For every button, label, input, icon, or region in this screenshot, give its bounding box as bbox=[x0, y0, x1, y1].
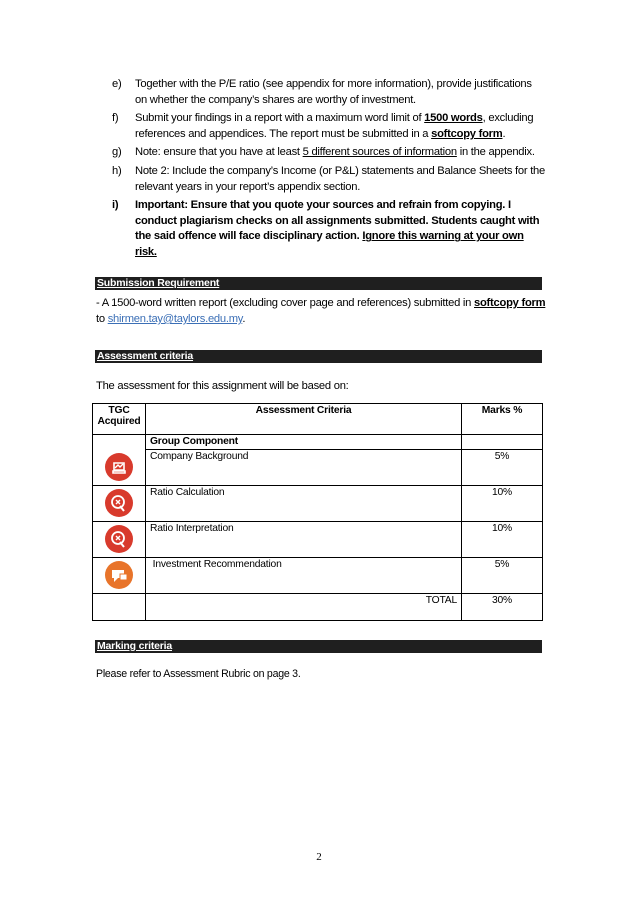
list-item bbox=[96, 111, 546, 142]
list-item bbox=[96, 164, 546, 195]
table-row bbox=[93, 450, 543, 486]
list-text: Note: ensure that you have at least bbox=[135, 146, 303, 159]
sources-emphasis: 5 different sources of information bbox=[302, 146, 457, 159]
marking-heading-bar bbox=[95, 640, 542, 653]
submission-text bbox=[96, 295, 546, 327]
marking-heading: Marking criteria bbox=[97, 640, 172, 652]
assessment-intro: The assessment for this assignment will be based on: bbox=[96, 380, 349, 392]
total-value: 30% bbox=[462, 594, 543, 621]
list-marker: g) bbox=[112, 146, 122, 159]
table-row bbox=[93, 486, 543, 522]
tgc-cell bbox=[93, 558, 146, 594]
header-criteria: Assessment Criteria bbox=[146, 404, 462, 435]
submission-heading-bar bbox=[95, 277, 542, 290]
list-text: Together with the P/E ratio (see appendix for more information), provide justifications on whether the company’s shares are worthy of investment. bbox=[135, 78, 532, 106]
criterion-cell bbox=[146, 558, 462, 594]
total-row bbox=[93, 594, 543, 621]
list-text: in the appendix. bbox=[456, 146, 535, 159]
header-marks: Marks % bbox=[462, 404, 543, 435]
tgc-cell bbox=[93, 450, 146, 486]
list-item bbox=[96, 145, 546, 161]
assessment-heading-bar bbox=[95, 350, 542, 363]
submission-pre: - A 1500-word written report (excluding cover page and references) submitted in bbox=[96, 297, 474, 309]
criterion-cell: Ratio Interpretation bbox=[146, 522, 462, 558]
tgc-cell bbox=[93, 522, 146, 558]
marks-cell bbox=[462, 435, 543, 450]
marks-cell: 5% bbox=[462, 450, 543, 486]
email-link[interactable]: shirmen.tay@taylors.edu.my bbox=[107, 313, 243, 325]
list-text: . bbox=[502, 127, 506, 140]
list-text: Submit your findings in a report with a maximum word limit of bbox=[135, 112, 425, 125]
warning-emphasis: Ignore this warning at your own risk. bbox=[135, 230, 524, 258]
list-text: , excluding references and appendices. The report must be submitted in a bbox=[135, 112, 534, 140]
tgc-cell bbox=[93, 594, 146, 621]
list-marker: h) bbox=[112, 164, 122, 177]
softcopy-emphasis: softcopy form bbox=[474, 297, 546, 309]
tgc-cell bbox=[93, 435, 146, 450]
submission-mid: to bbox=[96, 313, 108, 325]
list-marker: e) bbox=[112, 78, 122, 90]
list-item bbox=[96, 198, 546, 260]
assessment-table bbox=[92, 403, 543, 621]
list-item bbox=[96, 77, 546, 108]
softcopy-emphasis: softcopy form bbox=[431, 127, 503, 140]
marking-text: Please refer to Assessment Rubric on page 3. bbox=[96, 668, 301, 680]
instruction-list bbox=[96, 77, 546, 264]
list-text: Important: Ensure that you quote your sources and refrain from copying. I conduct plagiarism checks on all assignments submitted. Students caught with the said offence will face disciplinary action. bbox=[135, 199, 540, 243]
tgc-cell bbox=[93, 486, 146, 522]
critical-thinking-icon bbox=[105, 489, 133, 517]
criterion-text: Investment Recommendation bbox=[152, 559, 282, 570]
table-row bbox=[93, 558, 543, 594]
word-limit-emphasis: 1500 words bbox=[424, 112, 483, 125]
table-row bbox=[93, 522, 543, 558]
marks-cell: 5% bbox=[462, 558, 543, 594]
list-text: Note 2: Include the company’s Income (or P&L) statements and Balance Sheets for the relevant years in your report’s appendix section. bbox=[135, 164, 546, 193]
group-label: Group Component bbox=[146, 435, 462, 450]
marks-cell: 10% bbox=[462, 522, 543, 558]
criterion-cell: Company Background bbox=[146, 450, 462, 486]
total-label: TOTAL bbox=[146, 594, 462, 621]
list-marker: i) bbox=[112, 199, 119, 212]
critical-thinking-icon bbox=[105, 525, 133, 553]
communication-icon bbox=[105, 561, 133, 589]
marks-cell: 10% bbox=[462, 486, 543, 522]
discipline-knowledge-icon bbox=[105, 453, 133, 481]
submission-heading: Submission Requirement bbox=[97, 277, 220, 289]
header-tgc: TGC Acquired bbox=[93, 404, 146, 435]
assessment-heading: Assessment criteria bbox=[97, 350, 194, 362]
group-row bbox=[93, 435, 543, 450]
submission-post: . bbox=[242, 313, 246, 325]
list-marker: f) bbox=[112, 112, 119, 125]
page-number: 2 bbox=[316, 851, 322, 863]
table-header-row bbox=[93, 404, 543, 435]
criterion-cell: Ratio Calculation bbox=[146, 486, 462, 522]
